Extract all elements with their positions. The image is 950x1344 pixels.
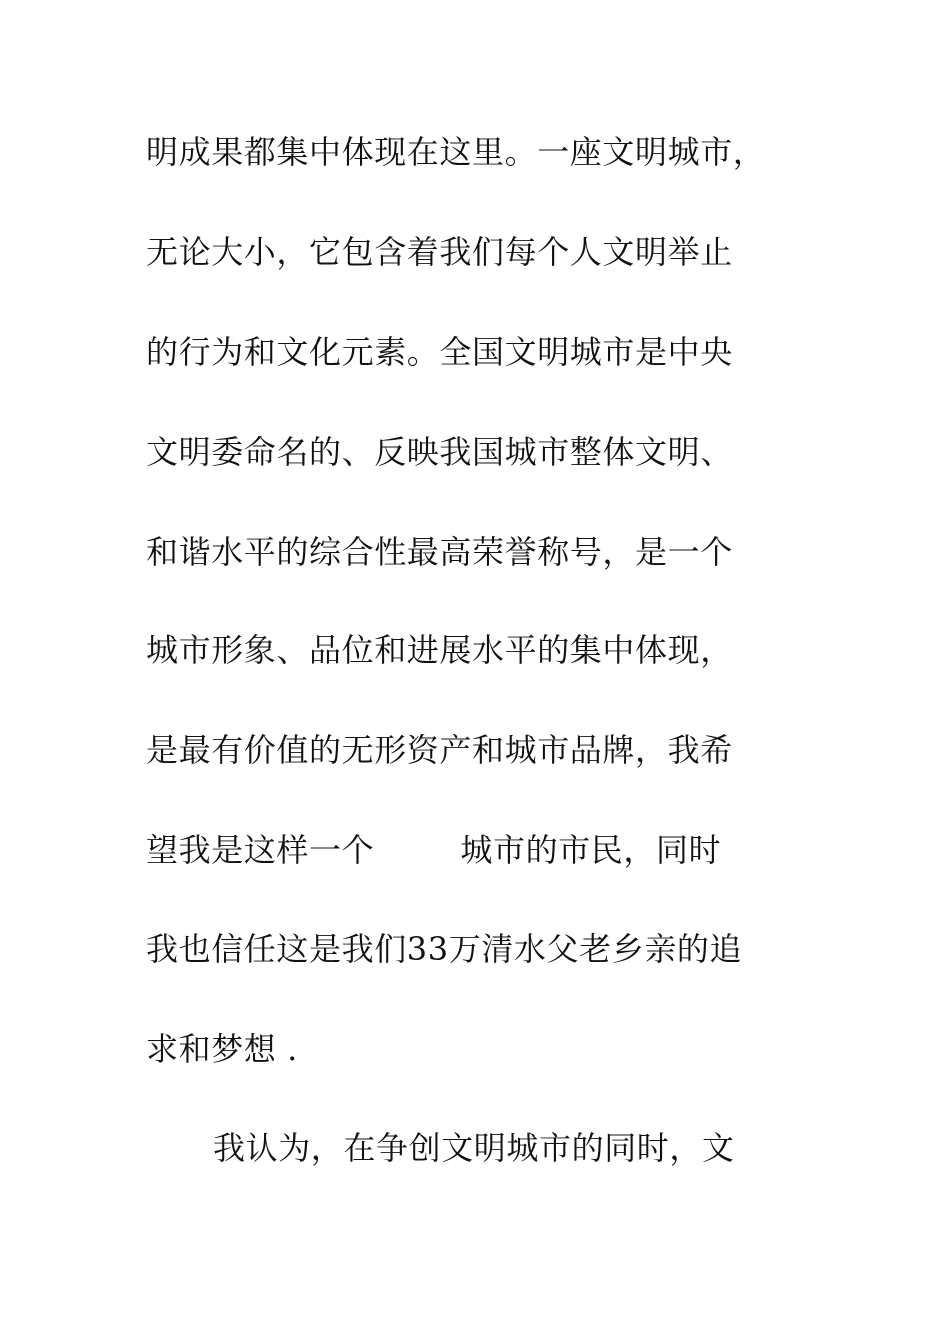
paragraph-line: 的行为和文化元素。全国文明城市是中央: [146, 333, 733, 371]
paragraph-line: 求和梦想 .: [146, 1030, 298, 1068]
paragraph-line: 无论大小，它包含着我们每个人文明举止: [146, 233, 733, 271]
paragraph-line: 城市形象、品位和进展水平的集中体现，: [146, 631, 733, 669]
paragraph-line: 和谐水平的综合性最高荣誉称号，是一个: [146, 533, 733, 571]
paragraph-line: 明成果都集中体现在这里。一座文明城市，: [146, 133, 766, 171]
paragraph-line: 文明委命名的、反映我国城市整体文明、: [146, 433, 733, 471]
paragraph-line: 我也信任这是我们33万清水父老乡亲的追: [146, 930, 743, 968]
paragraph-line: 是最有价值的无形资产和城市品牌，我希: [146, 731, 733, 769]
paragraph-line: 望我是这样一个 城市的市民，同时: [146, 831, 722, 869]
paragraph-first-line: 我认为，在争创文明城市的同时，文: [213, 1129, 735, 1167]
